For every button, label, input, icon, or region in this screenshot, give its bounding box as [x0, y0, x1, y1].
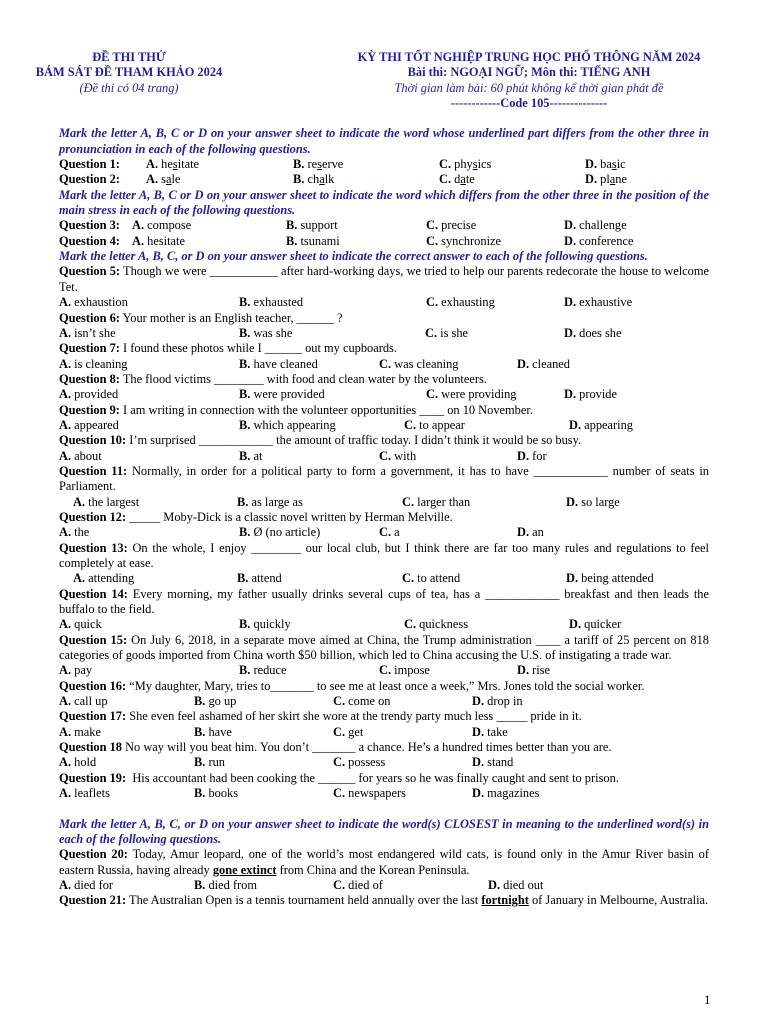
question-7-options	[59, 357, 709, 372]
option-c[interactable]: C. with	[379, 448, 417, 463]
question-label: Question 19:	[59, 770, 127, 785]
question-text: I’m surprised ____________ the amount of traffic today. I didn’t think it would be so busy.	[129, 433, 582, 448]
option-c[interactable]: C. possess	[333, 755, 386, 770]
question-3	[59, 218, 709, 233]
option-d[interactable]: D. being attended	[566, 571, 654, 586]
option-c[interactable]: C. larger than	[402, 494, 471, 509]
option-a[interactable]: A. is cleaning	[59, 356, 128, 371]
option-d[interactable]: D. challenge	[564, 218, 627, 233]
option-a[interactable]: A. appeared	[59, 417, 119, 432]
exam-time: Thời gian làm bài: 60 phút không kể thời gian phát đề	[394, 80, 664, 95]
question-text: _____ Moby-Dick is a classic novel written by Herman Melville.	[129, 509, 453, 524]
option-a[interactable]: A. hesitate	[146, 157, 200, 172]
option-a[interactable]: A. the	[59, 525, 90, 540]
option-d[interactable]: D. conference	[564, 233, 634, 248]
question-text: Normally, in order for a political party to form a government, it has to have ____________ number of seats in Parliament.	[59, 463, 709, 494]
option-d[interactable]: D. exhaustive	[564, 295, 633, 310]
question-7	[59, 341, 709, 356]
option-c[interactable]: C. quickness	[404, 617, 469, 632]
question-label: Question 7:	[59, 341, 120, 356]
option-b[interactable]: B. tsunami	[286, 233, 340, 248]
question-13	[59, 541, 709, 572]
question-text: The Australian Open is a tennis tournament held annually over the last	[129, 893, 482, 908]
question-11-options	[59, 495, 709, 510]
option-a[interactable]: A. died for	[59, 877, 114, 892]
option-a[interactable]: A. isn’t she	[59, 325, 116, 340]
question-10-options	[59, 449, 709, 464]
exam-header	[35, 50, 709, 111]
question-label: Question 1:	[59, 157, 120, 172]
option-a[interactable]: A. hold	[59, 755, 97, 770]
option-b[interactable]: B. reduce	[239, 663, 287, 678]
question-label: Question 12:	[59, 509, 127, 524]
question-14-options	[59, 617, 709, 632]
question-label: Question 13:	[59, 540, 128, 555]
question-16-options	[59, 694, 709, 709]
question-label: Question 11:	[59, 463, 128, 478]
question-text-end: from China and the Korean Peninsula.	[276, 862, 470, 877]
option-b[interactable]: B. run	[194, 755, 225, 770]
option-d[interactable]: D. for	[517, 448, 547, 463]
section-instruction-correct-answer: Mark the letter A, B, C, or D on your answer sheet to indicate the correct answer to each of the following questions.	[59, 249, 648, 264]
option-b[interactable]: B. chalk	[293, 172, 335, 187]
option-d[interactable]: D. plane	[585, 172, 627, 187]
exam-title: KỲ THI TỐT NGHIỆP TRUNG HỌC PHỔ THÔNG NĂM 2024	[357, 50, 701, 64]
question-20-options	[59, 878, 709, 893]
question-19	[59, 771, 709, 786]
question-14	[59, 587, 709, 618]
option-b[interactable]: B. have	[194, 724, 232, 739]
option-d[interactable]: D. died out	[488, 877, 544, 892]
question-13-options	[59, 571, 709, 586]
question-6	[59, 311, 709, 326]
question-6-options	[59, 326, 709, 341]
question-10	[59, 433, 709, 448]
question-label: Question 17:	[59, 709, 127, 724]
option-d[interactable]: D. an	[517, 525, 544, 540]
option-a[interactable]: A. sale	[146, 172, 181, 187]
question-label: Question 14:	[59, 586, 128, 601]
exam-reference: BÁM SÁT ĐỀ THAM KHẢO 2024	[35, 65, 223, 80]
question-9-options	[59, 418, 709, 433]
question-5-options	[59, 295, 709, 310]
section-instruction-pronunciation: Mark the letter A, B, C or D on your answer sheet to indicate the word whose underlined part differs from the other three in pronunciation in each of the following questions.	[59, 126, 709, 156]
option-c[interactable]: C. precise	[426, 218, 477, 233]
option-a[interactable]: A. quick	[59, 617, 102, 632]
option-a[interactable]: A. leaflets	[59, 786, 110, 801]
question-text: On the whole, I enjoy ________ our local club, but I think there are far too many rules and regulations to feel completely at ease.	[59, 540, 710, 570]
question-label: Question 5:	[59, 264, 121, 279]
question-text: Though we were ___________ after hard-working days, we tried to help our parents redecorate the house to welcome Tet.	[59, 264, 709, 294]
question-label: Question 3:	[59, 218, 120, 233]
question-17-options	[59, 725, 709, 740]
option-b[interactable]: B. go up	[194, 694, 237, 709]
question-label: Question 15:	[59, 632, 128, 647]
section-instruction-stress: Mark the letter A, B, C or D on your answer sheet to indicate the word which differs from the other three in the position of the main stress in each of the following questions.	[59, 187, 709, 218]
question-1	[59, 157, 709, 172]
question-text-end: of January in Melbourne, Australia.	[528, 893, 709, 908]
option-a[interactable]: A. pay	[59, 663, 93, 678]
option-c[interactable]: C. was cleaning	[379, 356, 459, 371]
question-8	[59, 372, 709, 387]
option-b[interactable]: B. died from	[194, 877, 257, 892]
exam-subject: Bài thi: NGOẠI NGỮ; Môn thi: TIẾNG ANH	[407, 65, 651, 80]
question-label: Question 21:	[59, 893, 127, 908]
option-b[interactable]: B. books	[194, 786, 239, 801]
option-d[interactable]: D. cleaned	[517, 356, 570, 371]
option-c[interactable]: C. newspapers	[333, 786, 406, 801]
option-c[interactable]: C. physics	[439, 157, 492, 172]
option-c[interactable]: C. exhausting	[426, 295, 495, 310]
question-text: I found these photos while I ______ out my cupboards.	[123, 341, 397, 356]
question-label: Question 4:	[59, 233, 120, 248]
question-18	[59, 740, 709, 755]
question-19-options	[59, 786, 709, 801]
question-text: I am writing in connection with the volunteer opportunities ____ on 10 November.	[123, 402, 533, 417]
option-a[interactable]: A. make	[59, 724, 101, 739]
question-label: Question 6:	[59, 310, 120, 325]
option-c[interactable]: C. a	[379, 525, 400, 540]
option-c[interactable]: C. is she	[425, 325, 469, 340]
option-a[interactable]: A. exhaustion	[59, 295, 128, 310]
question-label: Question 16:	[59, 678, 127, 693]
question-11	[59, 464, 709, 495]
exam-type: ĐỀ THI THỬ	[92, 50, 166, 64]
question-text: The flood victims ________ with food and clean water by the volunteers.	[122, 371, 487, 386]
option-c[interactable]: C. were providing	[426, 387, 517, 402]
option-c[interactable]: C. date	[439, 172, 475, 187]
underlined-word: fortnight	[481, 893, 529, 908]
option-d[interactable]: D. provide	[564, 387, 617, 402]
question-text: Every morning, my father usually drinks several cups of tea, has a ____________ breakfast and then leads the buffalo to the field.	[59, 586, 709, 617]
page-number: 1	[704, 992, 711, 1007]
question-21	[59, 893, 709, 908]
option-a[interactable]: A. call up	[59, 694, 108, 709]
option-c[interactable]: C. synchronize	[426, 233, 502, 248]
exam-page	[35, 50, 710, 909]
option-c[interactable]: C. come on	[333, 694, 391, 709]
option-a[interactable]: A. attending	[73, 571, 135, 586]
question-text: She even feel ashamed of her skirt she wore at the trendy party much less _____ pride in it.	[129, 709, 582, 724]
option-d[interactable]: D. does she	[564, 325, 622, 340]
option-b[interactable]: B. at	[239, 448, 263, 463]
option-d[interactable]: D. rise	[517, 663, 551, 678]
option-c[interactable]: C. died of	[333, 877, 383, 892]
underlined-word: gone extinct	[212, 862, 277, 877]
question-label: Question 18	[59, 740, 122, 755]
question-label: Question 20:	[59, 847, 128, 862]
option-c[interactable]: C. to appear	[404, 417, 465, 432]
question-20	[59, 847, 709, 878]
option-b[interactable]: B. reserve	[293, 157, 344, 172]
header-right	[319, 50, 739, 111]
question-text: Today, Amur leopard, one of the world’s most endangered wild cats, is found only in the Amur River basin of eastern Russia, having already	[59, 847, 710, 877]
question-label: Question 9:	[59, 402, 120, 417]
option-d[interactable]: D. stand	[472, 755, 514, 770]
question-12	[59, 510, 709, 525]
option-b[interactable]: B. as large as	[237, 494, 303, 509]
question-12-options	[59, 525, 709, 540]
option-c[interactable]: C. to attend	[402, 571, 461, 586]
option-d[interactable]: D. appearing	[569, 417, 633, 432]
option-d[interactable]: D. drop in	[472, 694, 523, 709]
option-a[interactable]: A. the largest	[73, 494, 140, 509]
question-16	[59, 679, 709, 694]
option-b[interactable]: B. support	[286, 218, 338, 233]
question-8-options	[59, 387, 709, 402]
question-text: No way will you beat him. You don’t _______ a chance. He’s a hundred times better than you are.	[125, 740, 612, 755]
option-b[interactable]: B. have cleaned	[239, 356, 318, 371]
option-b[interactable]: B. was she	[239, 325, 293, 340]
question-9	[59, 403, 709, 418]
question-17	[59, 709, 709, 724]
option-b[interactable]: B. were provided	[239, 387, 325, 402]
question-15-options	[59, 663, 709, 678]
option-a[interactable]: A. compose	[132, 218, 192, 233]
option-b[interactable]: B. exhausted	[239, 295, 304, 310]
question-text: Your mother is an English teacher, ______ ?	[122, 310, 343, 325]
question-text: His accountant had been cooking the ______ for years so he was finally caught and sent to prison.	[132, 770, 619, 785]
section-instruction-closest-meaning: Mark the letter A, B, C, or D on your answer sheet to indicate the word(s) CLOSEST in meaning to the underlined word(s) in each of the following questions.	[59, 816, 709, 846]
option-a[interactable]: A. about	[59, 448, 102, 463]
question-2	[59, 172, 709, 187]
option-b[interactable]: B. which appearing	[239, 417, 336, 432]
option-c[interactable]: C. get	[333, 724, 364, 739]
question-4	[59, 234, 709, 249]
option-b[interactable]: B. quickly	[239, 617, 291, 632]
option-b[interactable]: B. Ø (no article)	[239, 525, 321, 540]
question-text: On July 6, 2018, in a separate move aimed at China, the Trump administration ____ a tariff of 25 percent on 818 categories of goods imported from China worth $50 billion, which led to China accusing the U.S. of instigating a trade war.	[59, 632, 709, 663]
header-left	[29, 50, 229, 111]
question-5	[59, 264, 709, 295]
exam-code: ------------Code 105--------------	[450, 96, 608, 111]
option-d[interactable]: D. so large	[566, 494, 620, 509]
question-18-options	[59, 755, 709, 770]
option-d[interactable]: D. take	[472, 724, 508, 739]
option-c[interactable]: C. impose	[379, 663, 430, 678]
question-label: Question 10:	[59, 433, 127, 448]
page-count-note: (Đề thi có 04 trang)	[79, 80, 179, 95]
option-a[interactable]: A. provided	[59, 387, 119, 402]
question-15	[59, 633, 709, 664]
question-label: Question 8:	[59, 371, 120, 386]
option-b[interactable]: B. attend	[237, 571, 282, 586]
option-d[interactable]: D. basic	[585, 157, 626, 172]
option-a[interactable]: A. hesitate	[132, 233, 185, 248]
question-label: Question 2:	[59, 172, 120, 187]
question-text: “My daughter, Mary, tries to_______ to see me at least once a week,” Mrs. Jones told the social worker.	[129, 678, 645, 693]
option-d[interactable]: D. quicker	[569, 617, 622, 632]
option-d[interactable]: D. magazines	[472, 786, 540, 801]
